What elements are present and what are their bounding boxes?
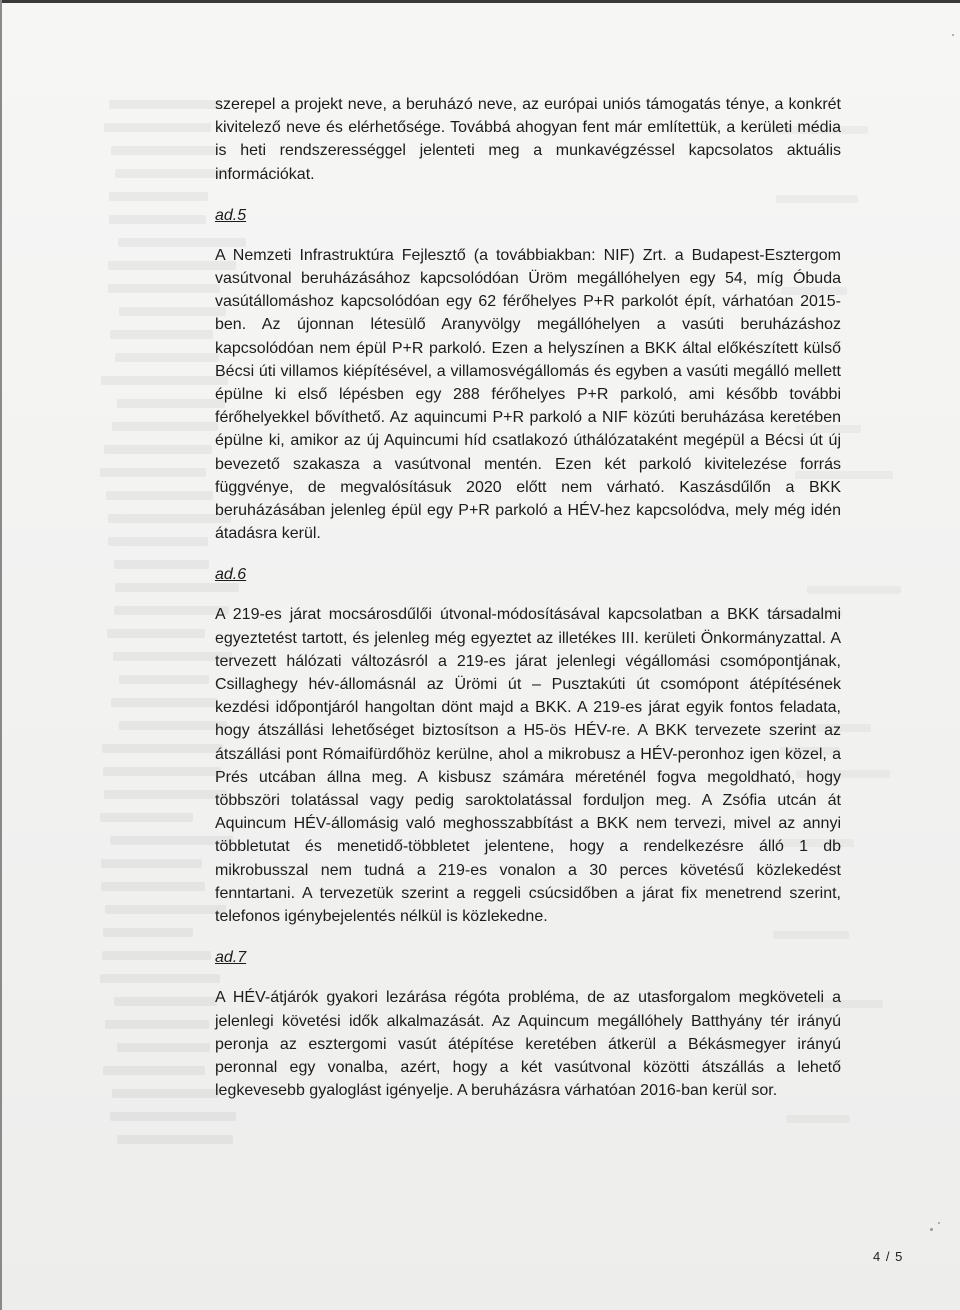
bleed-through-line bbox=[103, 767, 221, 776]
bleed-through-line bbox=[108, 514, 231, 523]
bleed-through-line bbox=[100, 813, 193, 822]
section-heading-ad6: ad.6 bbox=[215, 566, 247, 584]
section-text-ad5: A Nemzeti Infrastruktúra Fejlesztő (a továbbiakban: NIF) Zrt. a Budapest-Esztergom vasútvonal beruházásához kapcsolódóan Üröm megállóhelyen egy 54, míg Óbuda vasútállomáshoz kapcsolódóan egy 62 férőhelyes P+R parkolót épít, várhatóan 2015-ben. Az újonnan létesülő Aranyvölgy megállóhelyen a vasúti beruházáshoz kapcsolódóan nem épül P+R parkoló. Ezen a helyszínen a BKK által előkészített külső Bécsi úti villamos kiépítésével, a villamosvégállomás és egyben a vasúti megálló mellett épülne ki első lépésben egy 288 férőhelyes P+R parkoló, ami később további férőhelyekkel bővíthető. Az aquincumi P+R parkoló a NIF közúti beruházása keretében épülne ki, amikor az új Aquincumi híd csatlakozó úthálózataként megépül a Bécsi út új bevezető szakasza a vasútvonal mentén. Ezen két parkoló kivitelezése forrás függvénye, de megvalósításuk 2020 előtt nem várható. Kaszásdűlőn a BKK beruházásában jelenleg épül egy P+R parkoló a HÉV-hez kapcsolódva, mely még idén átadásra kerül. bbox=[215, 246, 841, 543]
bleed-through-line bbox=[112, 422, 218, 431]
bleed-through-line bbox=[117, 1135, 233, 1144]
bleed-through-line bbox=[119, 675, 209, 684]
bleed-through-line bbox=[103, 1066, 205, 1075]
bleed-through-line bbox=[104, 445, 212, 454]
bleed-through-line bbox=[112, 1089, 219, 1098]
section-heading-ad5: ad.5 bbox=[215, 206, 247, 224]
bleed-through-line bbox=[115, 353, 219, 362]
bleed-through-line bbox=[114, 560, 209, 569]
intro-paragraph: szerepel a projekt neve, a beruházó neve, az európai uniós támogatás ténye, a konkrét kivitelező neve és elérhetősége. Továbbá ahogyan fent már említettük, a kerületi média is heti rendszerességgel jelenteti meg a munkavégzéssel kapcsolatos aktuális információkat. bbox=[215, 96, 841, 183]
scan-speck bbox=[938, 1222, 940, 1224]
bleed-through-line bbox=[110, 330, 213, 339]
bleed-through-line bbox=[102, 951, 211, 960]
bleed-through-line bbox=[119, 721, 227, 730]
bleed-through-line bbox=[109, 100, 221, 109]
section-text-ad7: A HÉV-átjárók gyakori lezárása régóta probléma, de az utasforgalom megköveteli a jelenlegi követési idők alkalmazását. Az Aquincum megállóhely Batthyány tér irányú peronja az esztergomi vasút átépítése keretében átkerül a Békásmegyer irányú peronnal egy vonalba, azért, hogy a két vasútvonal közötti átszállás a lehető legkevesebb gyaloglást igényelje. A beruházásra várhatóan 2016-ban kerül sor. bbox=[215, 989, 841, 1100]
page-number: 4 / 5 bbox=[873, 1249, 904, 1264]
bleed-through-line bbox=[105, 1020, 209, 1029]
bleed-through-line bbox=[110, 1112, 236, 1121]
bleed-through-line bbox=[103, 928, 193, 937]
section-text-ad6: A 219-es járat mocsárosdűlői útvonal-módosításával kapcsolatban a BKK társadalmi egyeztetést tartott, és jelenleg még egyeztet az illetékes III. kerületi Önkormányzattal. A tervezett hálózati változásról a 219-es járat jelenlegi végállomási csomópontjának, Csillaghegy hév-állomásnál az Ürömi út – Pusztakúti út csomópont átépítésének kezdési időpontjáról hangoltan dönt majd a BKK. A 219-es járat egyik fontos feladata, hogy átszállási lehetőséget biztosítson a H5-ös HÉV-re. A BKK tervezete szerint az átszállási pont Rómaifürdőhöz kerülne, ahol a mikrobusz a HÉV-peronhoz igen közel, a Prés utcában állna meg. A kisbusz számára méreténél fogva megoldható, hogy többszöri tolatással vagy pedig saroktolatással forduljon meg. A Zsófia utcán át Aquincum HÉV-állomásig való meghosszabbítást a BKK nem tervezi, mivel az annyi többletutat és menetidő-többletet jelentene, hogy a rendelkezésre álló 1 db mikrobusszal nem tudná a 219-es vonalon a 30 perces követésű közlekedést fenntartani. A tervezetük szerint a reggeli csúcsidőben a járat fix menetrend szerint, telefonos igénybejelentés nélkül is közlekedne. bbox=[215, 606, 841, 926]
bleed-through-line bbox=[106, 491, 213, 500]
bleed-through-line bbox=[114, 997, 217, 1006]
bleed-through-line bbox=[100, 468, 206, 477]
bleed-through-line bbox=[105, 905, 226, 914]
bleed-through-line bbox=[104, 790, 227, 799]
bleed-through-line bbox=[109, 215, 206, 224]
scan-speck bbox=[930, 1228, 933, 1231]
bleed-through-line bbox=[101, 882, 205, 891]
bleed-through-line bbox=[115, 169, 231, 178]
bleed-through-line bbox=[101, 859, 202, 868]
bleed-through-line bbox=[111, 146, 217, 155]
bleed-through-line bbox=[117, 1043, 210, 1052]
bleed-through-line bbox=[102, 744, 223, 753]
bleed-through-line bbox=[119, 307, 226, 316]
scan-edge-left bbox=[0, 0, 2, 1310]
bleed-through-line bbox=[111, 698, 218, 707]
document-body bbox=[215, 93, 841, 1102]
bleed-through-line bbox=[100, 974, 220, 983]
scan-speck bbox=[952, 34, 954, 36]
bleed-through-line bbox=[117, 399, 225, 408]
bleed-through-line bbox=[109, 192, 208, 201]
bleed-through-line bbox=[108, 537, 208, 546]
bleed-through-line bbox=[108, 284, 220, 293]
bleed-through-line bbox=[104, 123, 211, 132]
section-heading-ad7: ad.7 bbox=[215, 949, 247, 967]
bleed-through-line bbox=[114, 606, 229, 615]
bleed-through-line bbox=[101, 376, 228, 385]
bleed-through-line bbox=[786, 1115, 850, 1123]
scan-edge-top bbox=[0, 0, 960, 3]
bleed-through-line bbox=[107, 629, 205, 638]
